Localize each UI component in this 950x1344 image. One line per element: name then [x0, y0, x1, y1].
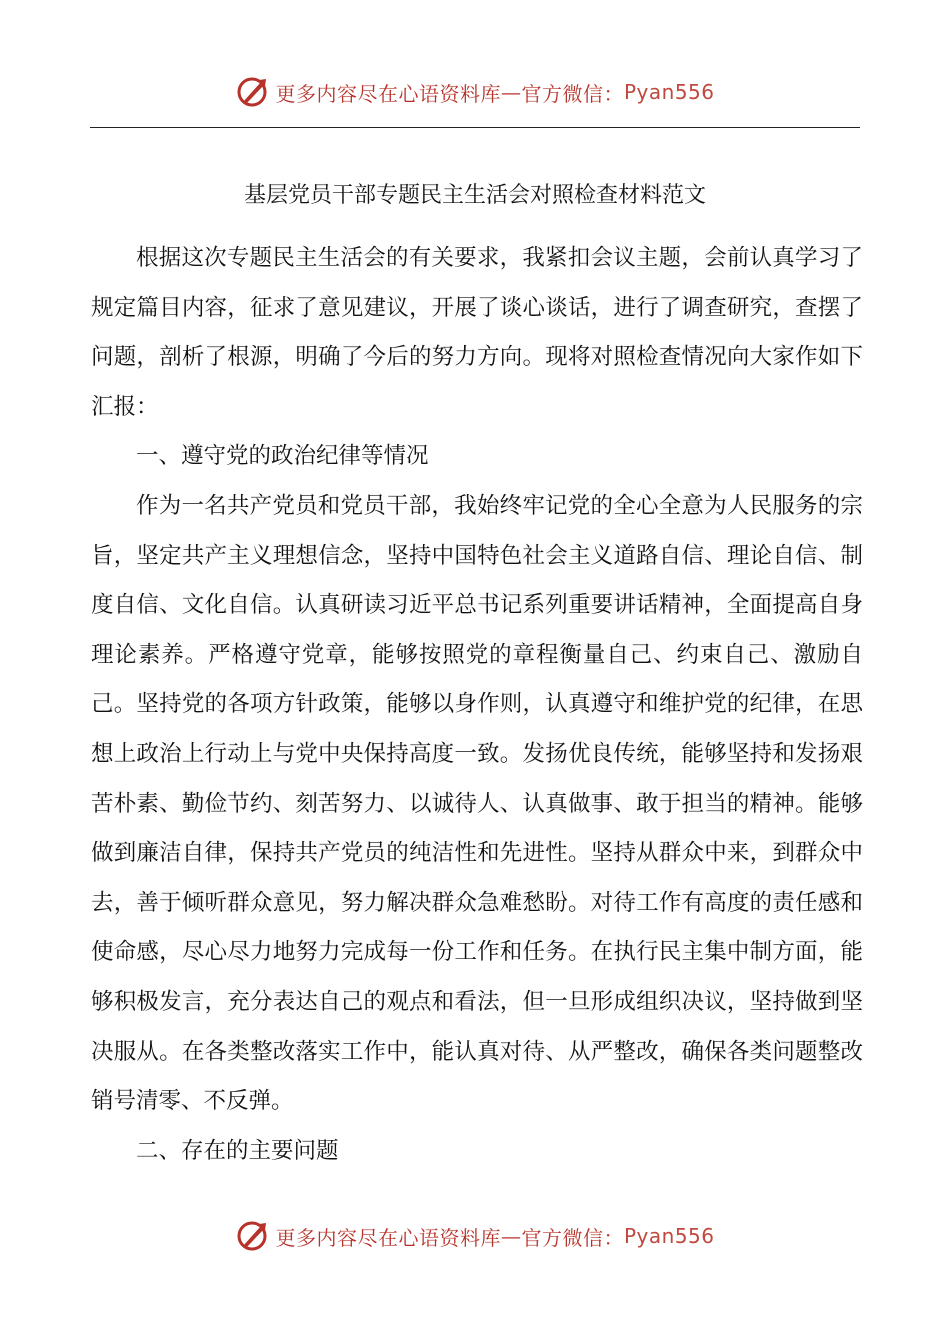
watermark-wechat-id: Pyan556 — [623, 80, 715, 104]
watermark-wechat-label: 官方微信： — [521, 81, 624, 106]
watermark-separator: — — [500, 80, 522, 104]
document-body — [91, 234, 863, 1176]
paragraph-section-1: 作为一名共产党员和党员干部，我始终牢记党的全心全意为人民服务的宗旨，坚定共产主义理想信念，坚持中国特色社会主义道路自信、理论自信、制度自信、文化自信。认真研读习近平总书记系列重要讲话精神，全面提高自身理论素养。严格遵守党章，能够按照党的章程衡量自己、约束自己、激励自己。坚持党的各项方针政策，能够以身作则，认真遵守和维护党的纪律，在思想上政治上行动上与党中央保持高度一致。发扬优良传统，能够坚持和发扬艰苦朴素、勤俭节约、刻苦努力、以诚待人、认真做事、敢于担当的精神。能够做到廉洁自律，保持共产党员的纯洁性和先进性。坚持从群众中来，到群众中去，善于倾听群众意见，努力解决群众急难愁盼。对待工作有高度的责任感和使命感，尽心尽力地努力完成每一份工作和任务。在执行民主集中制方面，能够积极发言，充分表达自己的观点和看法，但一旦形成组织决议，坚持做到坚决服从。在各类整改落实工作中，能认真对待、从严整改，确保各类问题整改销号清零、不反弹。 — [91, 492, 863, 1115]
header-divider — [90, 127, 860, 128]
section-heading-1: 一、遵守党的政治纪律等情况 — [136, 443, 429, 470]
pen-logo-icon — [235, 75, 269, 109]
watermark-brand: 更多内容尽在心语资料库 — [275, 1225, 501, 1250]
header-watermark — [0, 72, 950, 112]
watermark-separator: — — [500, 1224, 522, 1248]
document-title: 基层党员干部专题民主生活会对照检查材料范文 — [243, 183, 706, 208]
watermark-wechat-id: Pyan556 — [623, 1224, 715, 1248]
paragraph-intro: 根据这次专题民主生活会的有关要求，我紧扣会议主题，会前认真学习了规定篇目内容，征求了意见建议，开展了谈心谈话，进行了调查研究，查摆了问题，剖析了根源，明确了今后的努力方向。现将对照检查情况向大家作如下汇报： — [91, 245, 863, 420]
pen-logo-icon — [235, 1219, 269, 1253]
watermark-wechat-label: 官方微信： — [521, 1225, 624, 1250]
footer-watermark — [0, 1216, 950, 1256]
watermark-brand: 更多内容尽在心语资料库 — [275, 81, 501, 106]
section-heading-2: 二、存在的主要问题 — [136, 1137, 339, 1164]
